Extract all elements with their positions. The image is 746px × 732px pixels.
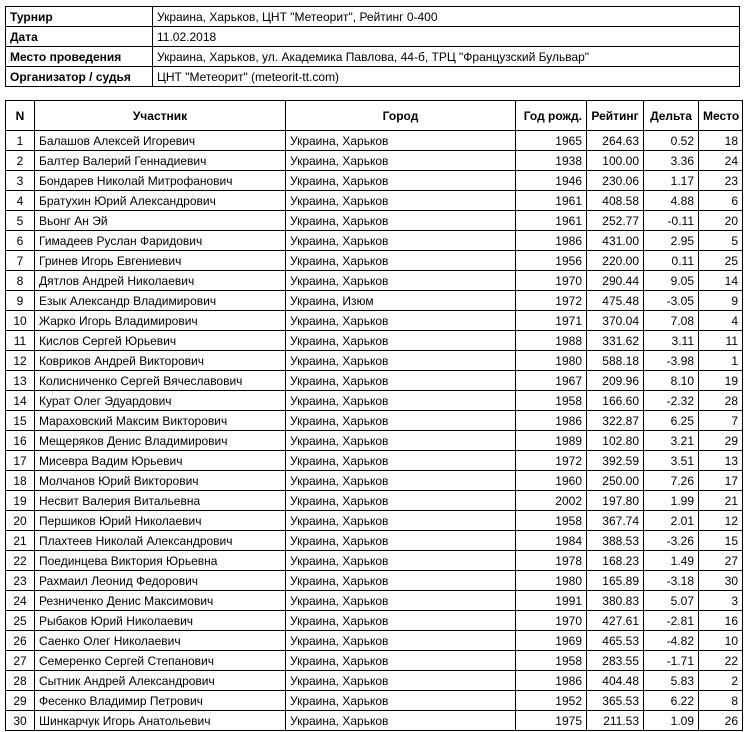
cell-delta: 2.95	[644, 231, 699, 251]
cell-participant: Рыбаков Юрий Николаевич	[35, 611, 286, 631]
cell-number: 23	[6, 571, 35, 591]
cell-participant: Мисевра Вадим Юрьевич	[35, 451, 286, 471]
cell-rating: 168.23	[587, 551, 644, 571]
table-row	[6, 671, 743, 691]
info-row	[6, 27, 740, 47]
cell-city: Украина, Харьков	[286, 511, 516, 531]
cell-rating: 283.55	[587, 651, 644, 671]
cell-participant: Балашов Алексей Игоревич	[35, 131, 286, 151]
cell-city: Украина, Изюм	[286, 291, 516, 311]
info-row	[6, 7, 740, 27]
cell-birth-year: 1984	[516, 531, 587, 551]
info-value: Украина, Харьков, ул. Академика Павлова, 44-б, ТРЦ "Французский Бульвар"	[153, 47, 740, 67]
cell-number: 24	[6, 591, 35, 611]
cell-birth-year: 1958	[516, 511, 587, 531]
cell-place: 30	[699, 571, 743, 591]
cell-number: 30	[6, 711, 35, 731]
cell-participant: Братухин Юрий Александрович	[35, 191, 286, 211]
cell-number: 25	[6, 611, 35, 631]
cell-rating: 322.87	[587, 411, 644, 431]
cell-rating: 431.00	[587, 231, 644, 251]
cell-city: Украина, Харьков	[286, 471, 516, 491]
cell-place: 2	[699, 671, 743, 691]
cell-number: 4	[6, 191, 35, 211]
cell-participant: Саенко Олег Николаевич	[35, 631, 286, 651]
cell-city: Украина, Харьков	[286, 551, 516, 571]
cell-rating: 250.00	[587, 471, 644, 491]
cell-city: Украина, Харьков	[286, 211, 516, 231]
cell-birth-year: 1965	[516, 131, 587, 151]
cell-rating: 100.00	[587, 151, 644, 171]
table-row	[6, 251, 743, 271]
cell-number: 15	[6, 411, 35, 431]
cell-participant: Першиков Юрий Николаевич	[35, 511, 286, 531]
cell-delta: -3.05	[644, 291, 699, 311]
cell-rating: 211.53	[587, 711, 644, 731]
info-row	[6, 47, 740, 67]
cell-place: 18	[699, 131, 743, 151]
info-row	[6, 67, 740, 87]
cell-number: 27	[6, 651, 35, 671]
table-row	[6, 691, 743, 711]
cell-city: Украина, Харьков	[286, 351, 516, 371]
cell-birth-year: 1956	[516, 251, 587, 271]
cell-rating: 367.74	[587, 511, 644, 531]
cell-place: 21	[699, 491, 743, 511]
table-row	[6, 531, 743, 551]
header-number: N	[6, 101, 35, 131]
cell-place: 13	[699, 451, 743, 471]
cell-birth-year: 1986	[516, 411, 587, 431]
cell-birth-year: 1938	[516, 151, 587, 171]
cell-rating: 365.53	[587, 691, 644, 711]
cell-city: Украина, Харьков	[286, 531, 516, 551]
cell-rating: 290.44	[587, 271, 644, 291]
info-value: 11.02.2018	[153, 27, 740, 47]
cell-city: Украина, Харьков	[286, 371, 516, 391]
tournament-info-body	[6, 7, 740, 87]
table-row	[6, 551, 743, 571]
cell-city: Украина, Харьков	[286, 611, 516, 631]
cell-rating: 264.63	[587, 131, 644, 151]
cell-participant: Мещеряков Денис Владимирович	[35, 431, 286, 451]
cell-birth-year: 1980	[516, 571, 587, 591]
table-row	[6, 511, 743, 531]
cell-rating: 388.53	[587, 531, 644, 551]
cell-delta: 3.36	[644, 151, 699, 171]
cell-city: Украина, Харьков	[286, 131, 516, 151]
cell-delta: 6.22	[644, 691, 699, 711]
table-row	[6, 211, 743, 231]
table-row	[6, 291, 743, 311]
cell-rating: 392.59	[587, 451, 644, 471]
cell-number: 8	[6, 271, 35, 291]
cell-delta: 1.17	[644, 171, 699, 191]
cell-birth-year: 1972	[516, 291, 587, 311]
cell-birth-year: 1961	[516, 211, 587, 231]
cell-participant: Сытник Андрей Александрович	[35, 671, 286, 691]
cell-rating: 588.18	[587, 351, 644, 371]
cell-rating: 404.48	[587, 671, 644, 691]
cell-birth-year: 1958	[516, 651, 587, 671]
cell-place: 15	[699, 531, 743, 551]
cell-delta: 7.26	[644, 471, 699, 491]
header-city: Город	[286, 101, 516, 131]
cell-place: 4	[699, 311, 743, 331]
table-row	[6, 571, 743, 591]
cell-place: 8	[699, 691, 743, 711]
cell-birth-year: 2002	[516, 491, 587, 511]
cell-place: 3	[699, 591, 743, 611]
cell-birth-year: 1946	[516, 171, 587, 191]
cell-delta: 8.10	[644, 371, 699, 391]
cell-rating: 408.58	[587, 191, 644, 211]
cell-participant: Курат Олег Эдуардович	[35, 391, 286, 411]
cell-delta: 0.11	[644, 251, 699, 271]
cell-birth-year: 1952	[516, 691, 587, 711]
cell-delta: 3.21	[644, 431, 699, 451]
cell-participant: Шинкарчук Игорь Анатольевич	[35, 711, 286, 731]
cell-delta: 0.52	[644, 131, 699, 151]
cell-city: Украина, Харьков	[286, 451, 516, 471]
cell-delta: 3.11	[644, 331, 699, 351]
cell-birth-year: 1975	[516, 711, 587, 731]
header-rating: Рейтинг	[587, 101, 644, 131]
cell-number: 3	[6, 171, 35, 191]
cell-delta: 1.09	[644, 711, 699, 731]
cell-place: 27	[699, 551, 743, 571]
cell-delta: 5.07	[644, 591, 699, 611]
cell-place: 7	[699, 411, 743, 431]
cell-city: Украина, Харьков	[286, 631, 516, 651]
cell-delta: -1.71	[644, 651, 699, 671]
cell-delta: 2.01	[644, 511, 699, 531]
table-row	[6, 651, 743, 671]
cell-city: Украина, Харьков	[286, 391, 516, 411]
cell-city: Украина, Харьков	[286, 271, 516, 291]
results-table	[5, 100, 743, 731]
cell-delta: -2.81	[644, 611, 699, 631]
cell-participant: Гимадеев Руслан Фаридович	[35, 231, 286, 251]
cell-birth-year: 1972	[516, 451, 587, 471]
table-row	[6, 611, 743, 631]
table-row	[6, 631, 743, 651]
cell-city: Украина, Харьков	[286, 671, 516, 691]
cell-place: 1	[699, 351, 743, 371]
cell-number: 12	[6, 351, 35, 371]
cell-number: 13	[6, 371, 35, 391]
cell-city: Украина, Харьков	[286, 151, 516, 171]
table-row	[6, 171, 743, 191]
cell-participant: Несвит Валерия Витальевна	[35, 491, 286, 511]
cell-city: Украина, Харьков	[286, 171, 516, 191]
table-row	[6, 431, 743, 451]
cell-delta: 7.08	[644, 311, 699, 331]
table-row	[6, 591, 743, 611]
cell-city: Украина, Харьков	[286, 591, 516, 611]
cell-city: Украина, Харьков	[286, 711, 516, 731]
cell-participant: Мараховский Максим Викторович	[35, 411, 286, 431]
cell-participant: Дятлов Андрей Николаевич	[35, 271, 286, 291]
cell-participant: Фесенко Владимир Петрович	[35, 691, 286, 711]
cell-delta: 1.49	[644, 551, 699, 571]
cell-rating: 102.80	[587, 431, 644, 451]
cell-place: 6	[699, 191, 743, 211]
cell-city: Украина, Харьков	[286, 651, 516, 671]
cell-place: 20	[699, 211, 743, 231]
cell-birth-year: 1970	[516, 271, 587, 291]
cell-place: 25	[699, 251, 743, 271]
cell-participant: Бондарев Николай Митрофанович	[35, 171, 286, 191]
cell-number: 14	[6, 391, 35, 411]
cell-participant: Вьонг Ан Эй	[35, 211, 286, 231]
table-row	[6, 711, 743, 731]
cell-number: 1	[6, 131, 35, 151]
cell-participant: Гринев Игорь Евгениевич	[35, 251, 286, 271]
cell-rating: 165.89	[587, 571, 644, 591]
cell-delta: 9.05	[644, 271, 699, 291]
cell-participant: Семеренко Сергей Степанович	[35, 651, 286, 671]
cell-city: Украина, Харьков	[286, 691, 516, 711]
cell-rating: 465.53	[587, 631, 644, 651]
info-label: Организатор / судья	[6, 67, 153, 87]
table-row	[6, 491, 743, 511]
cell-rating: 197.80	[587, 491, 644, 511]
cell-participant: Езык Александр Владимирович	[35, 291, 286, 311]
cell-delta: -3.18	[644, 571, 699, 591]
cell-participant: Резниченко Денис Максимович	[35, 591, 286, 611]
cell-participant: Молчанов Юрий Викторович	[35, 471, 286, 491]
table-row	[6, 371, 743, 391]
cell-participant: Кислов Сергей Юрьевич	[35, 331, 286, 351]
cell-participant: Жарко Игорь Владимирович	[35, 311, 286, 331]
table-row	[6, 451, 743, 471]
cell-birth-year: 1967	[516, 371, 587, 391]
header-participant: Участник	[35, 101, 286, 131]
cell-place: 9	[699, 291, 743, 311]
cell-number: 9	[6, 291, 35, 311]
cell-number: 22	[6, 551, 35, 571]
table-row	[6, 391, 743, 411]
cell-number: 20	[6, 511, 35, 531]
cell-number: 5	[6, 211, 35, 231]
cell-birth-year: 1961	[516, 191, 587, 211]
info-value: Украина, Харьков, ЦНТ "Метеорит", Рейтинг 0-400	[153, 7, 740, 27]
cell-birth-year: 1960	[516, 471, 587, 491]
cell-birth-year: 1988	[516, 331, 587, 351]
cell-city: Украина, Харьков	[286, 331, 516, 351]
cell-place: 16	[699, 611, 743, 631]
cell-number: 28	[6, 671, 35, 691]
cell-city: Украина, Харьков	[286, 491, 516, 511]
cell-number: 26	[6, 631, 35, 651]
cell-delta: 3.51	[644, 451, 699, 471]
cell-place: 26	[699, 711, 743, 731]
cell-delta: -2.32	[644, 391, 699, 411]
cell-delta: -3.26	[644, 531, 699, 551]
cell-participant: Рахмаил Леонид Федорович	[35, 571, 286, 591]
cell-birth-year: 1978	[516, 551, 587, 571]
cell-birth-year: 1971	[516, 311, 587, 331]
cell-place: 11	[699, 331, 743, 351]
cell-number: 18	[6, 471, 35, 491]
results-body	[6, 131, 743, 731]
cell-rating: 252.77	[587, 211, 644, 231]
cell-rating: 475.48	[587, 291, 644, 311]
cell-delta: 6.25	[644, 411, 699, 431]
cell-participant: Балтер Валерий Геннадиевич	[35, 151, 286, 171]
cell-delta: 4.88	[644, 191, 699, 211]
cell-birth-year: 1986	[516, 671, 587, 691]
cell-delta: 1.99	[644, 491, 699, 511]
header-place: Место	[699, 101, 743, 131]
cell-city: Украина, Харьков	[286, 431, 516, 451]
cell-city: Украина, Харьков	[286, 251, 516, 271]
cell-birth-year: 1958	[516, 391, 587, 411]
cell-number: 2	[6, 151, 35, 171]
info-label: Дата	[6, 27, 153, 47]
cell-number: 11	[6, 331, 35, 351]
cell-place: 23	[699, 171, 743, 191]
cell-place: 28	[699, 391, 743, 411]
table-row	[6, 131, 743, 151]
table-row	[6, 231, 743, 251]
cell-place: 14	[699, 271, 743, 291]
cell-number: 21	[6, 531, 35, 551]
cell-place: 17	[699, 471, 743, 491]
cell-number: 7	[6, 251, 35, 271]
cell-birth-year: 1970	[516, 611, 587, 631]
cell-place: 24	[699, 151, 743, 171]
cell-delta: -3.98	[644, 351, 699, 371]
cell-city: Украина, Харьков	[286, 411, 516, 431]
cell-city: Украина, Харьков	[286, 571, 516, 591]
cell-city: Украина, Харьков	[286, 311, 516, 331]
cell-place: 22	[699, 651, 743, 671]
cell-rating: 331.62	[587, 331, 644, 351]
cell-participant: Поединцева Виктория Юрьевна	[35, 551, 286, 571]
cell-birth-year: 1980	[516, 351, 587, 371]
cell-delta: -4.82	[644, 631, 699, 651]
cell-place: 12	[699, 511, 743, 531]
cell-rating: 427.61	[587, 611, 644, 631]
tournament-info-table	[5, 6, 740, 87]
cell-delta: 5.83	[644, 671, 699, 691]
cell-rating: 380.83	[587, 591, 644, 611]
table-row	[6, 331, 743, 351]
table-row	[6, 191, 743, 211]
cell-number: 19	[6, 491, 35, 511]
cell-city: Украина, Харьков	[286, 231, 516, 251]
cell-birth-year: 1969	[516, 631, 587, 651]
cell-rating: 370.04	[587, 311, 644, 331]
table-row	[6, 151, 743, 171]
cell-place: 5	[699, 231, 743, 251]
header-birth-year: Год рожд.	[516, 101, 587, 131]
info-label: Место проведения	[6, 47, 153, 67]
cell-number: 17	[6, 451, 35, 471]
cell-place: 19	[699, 371, 743, 391]
info-value: ЦНТ "Метеорит" (meteorit-tt.com)	[153, 67, 740, 87]
cell-number: 10	[6, 311, 35, 331]
cell-place: 10	[699, 631, 743, 651]
cell-rating: 209.96	[587, 371, 644, 391]
cell-birth-year: 1991	[516, 591, 587, 611]
cell-number: 6	[6, 231, 35, 251]
cell-birth-year: 1989	[516, 431, 587, 451]
cell-participant: Колисниченко Сергей Вячеславович	[35, 371, 286, 391]
cell-place: 29	[699, 431, 743, 451]
table-row	[6, 471, 743, 491]
cell-birth-year: 1986	[516, 231, 587, 251]
table-row	[6, 351, 743, 371]
cell-number: 29	[6, 691, 35, 711]
cell-city: Украина, Харьков	[286, 191, 516, 211]
cell-participant: Ковриков Андрей Викторович	[35, 351, 286, 371]
results-header-row	[6, 101, 743, 131]
table-row	[6, 311, 743, 331]
cell-rating: 220.00	[587, 251, 644, 271]
header-delta: Дельта	[644, 101, 699, 131]
table-row	[6, 411, 743, 431]
cell-participant: Плахтеев Николай Александрович	[35, 531, 286, 551]
table-row	[6, 271, 743, 291]
cell-rating: 230.06	[587, 171, 644, 191]
info-label: Турнир	[6, 7, 153, 27]
cell-number: 16	[6, 431, 35, 451]
cell-delta: -0.11	[644, 211, 699, 231]
cell-rating: 166.60	[587, 391, 644, 411]
